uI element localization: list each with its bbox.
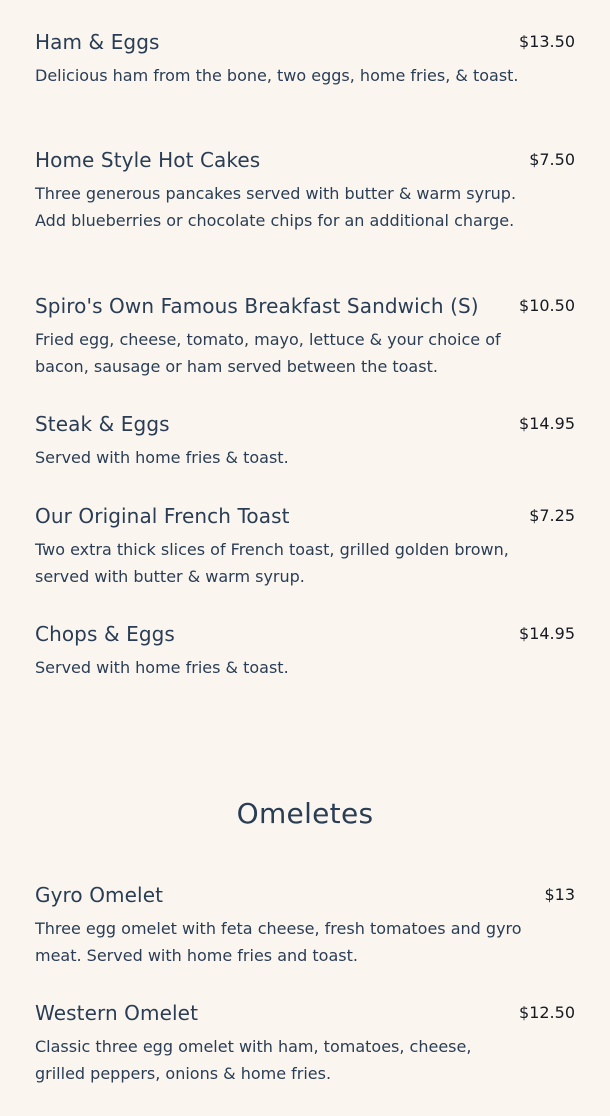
item-price: $13.50 xyxy=(519,32,575,51)
item-price: $14.95 xyxy=(519,414,575,433)
item-description: Two extra thick slices of French toast, grilled golden brown, served with butter & warm syrup. xyxy=(35,540,509,586)
item-name: Western Omelet xyxy=(35,1001,199,1025)
item-name: Chops & Eggs xyxy=(35,622,175,646)
item-name: Spiro's Own Famous Breakfast Sandwich (S) xyxy=(35,294,479,318)
item-price: $12.50 xyxy=(519,1003,575,1022)
item-price: $7.25 xyxy=(529,506,575,525)
item-name: Gyro Omelet xyxy=(35,883,164,907)
item-description: Three generous pancakes served with butter & warm syrup. Add blueberries or chocolate chips for an additional charge. xyxy=(35,184,517,230)
item-price: $10.50 xyxy=(519,296,575,315)
item-description: Served with home fries & toast. xyxy=(35,658,289,677)
item-description: Classic three egg omelet with ham, tomatoes, cheese, grilled peppers, onions & home fries. xyxy=(35,1037,472,1083)
item-description: Three egg omelet with feta cheese, fresh tomatoes and gyro meat. Served with home fries and toast. xyxy=(35,919,522,965)
item-name: Home Style Hot Cakes xyxy=(35,148,261,172)
item-price: $7.50 xyxy=(529,150,575,169)
item-price: $14.95 xyxy=(519,624,575,643)
item-description: Fried egg, cheese, tomato, mayo, lettuce & your choice of bacon, sausage or ham served between the toast. xyxy=(35,330,501,376)
section-title-omeletes: Omeletes xyxy=(236,797,374,830)
item-description: Delicious ham from the bone, two eggs, home fries, & toast. xyxy=(35,66,519,85)
item-name: Our Original French Toast xyxy=(35,504,290,528)
item-name: Steak & Eggs xyxy=(35,412,170,436)
item-name: Ham & Eggs xyxy=(35,30,160,54)
item-description: Served with home fries & toast. xyxy=(35,448,289,467)
item-price: $13 xyxy=(544,885,575,904)
